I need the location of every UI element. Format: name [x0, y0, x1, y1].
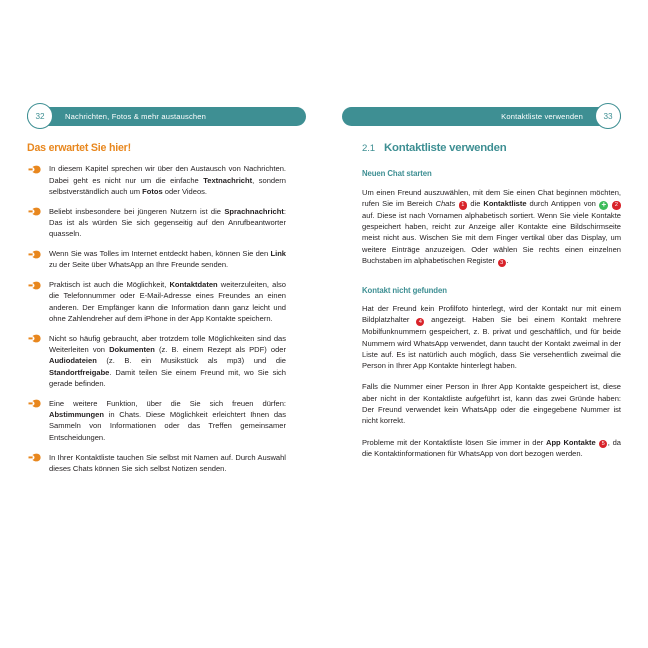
paragraph-group-1	[362, 187, 621, 267]
section-title: Kontaktliste verwenden	[384, 142, 507, 154]
bullet-item	[27, 452, 286, 475]
left-running-header-title: Nachrichten, Fotos & mehr austauschen	[65, 112, 207, 121]
right-text-column	[362, 143, 621, 460]
bold-run: Textnachricht	[203, 175, 253, 185]
bullet-text: In diesem Kapitel sprechen wir über den Austausch von Nachrichten. Dabei geht es nicht nur um die einfache Textnachricht, sondern selbstverständlich auch um Fotos oder Videos.	[49, 164, 286, 196]
right-page	[324, 0, 648, 648]
body-paragraph: Um einen Freund auszuwählen, mit dem Sie einen Chat beginnen möchten, rufen Sie im Bereich Chats 1 die Kontaktliste durch Antippen von + 2 auf. Diese ist nach Vornamen alphabetisch sortiert. Wenn Sie viele Kontakte gespeichert haben, reicht zur Anzeige aller Kontakte eine Bildschirmseite meist nicht aus. Wischen Sie mit dem Finger vertikal über das Display, um weitere Einträge anzuzeigen. Oder wählen Sie rechts einen einzelnen Buchstaben im alphabetischen Register 3 .	[362, 187, 621, 266]
bullet-text: In Ihrer Kontaktliste tauchen Sie selbst mit Namen auf. Durch Auswahl dieses Chats können Sie sich selbst Notizen senden.	[49, 452, 286, 473]
bullet-text: Beliebt insbesondere bei jüngeren Nutzern ist die Sprachnachricht: Das ist als würden Sie sich gegenseitig auf den Anrufbeantworter quasseln.	[49, 206, 286, 239]
section-number: 2.1	[362, 143, 376, 154]
bold-run: Sprachnachricht	[224, 206, 284, 216]
pointing-hand-icon	[28, 334, 41, 343]
bold-run: Standortfreigabe	[49, 367, 110, 377]
pointing-hand-icon	[28, 281, 41, 290]
bold-run: Dokumenten	[109, 345, 155, 355]
callout-badge-3: 3	[498, 259, 506, 267]
section-heading	[362, 143, 621, 154]
paragraph-group-2	[362, 303, 621, 460]
subheading-neuen-chat-starten: Neuen Chat starten	[362, 169, 432, 179]
right-page-number: 33	[595, 103, 621, 129]
right-running-header-bar	[342, 107, 621, 126]
right-running-header-title: Kontaktliste verwenden	[501, 112, 583, 121]
body-paragraph: Hat der Freund kein Profilfoto hinterlegt, wird der Kontakt nur mit einem Bildplatzhalter 4 angezeigt. Haben Sie bei einem Kontakt mehrere Mobilfunknummern gespeichert, z. B. privat und geschäftlich, und für beide Nummern wird WhatsApp verwendet, dann taucht der Kontakt zweimal in der Liste auf. Es ist natürlich auch möglich, dass Sie versehentlich zweimal die Person in Ihrer App Kontakte hinterlegt haben.	[362, 304, 621, 371]
pointing-hand-icon	[28, 250, 41, 259]
bullet-item	[27, 398, 286, 443]
left-text-column	[27, 143, 286, 483]
bullet-item	[27, 333, 286, 389]
subheading-kontakt-nicht-gefunden: Kontakt nicht gefunden	[362, 285, 447, 295]
bullet-text: Nicht so häufig gebraucht, aber trotzdem tolle Möglichkeiten sind das Weiterleiten von Dokumenten (z. B. einem Rezept als PDF) oder Audiodateien (z. B. ein Musikstück als mp3) und die Standortfreigabe. Damit teilen Sie einem Freund mit, wo Sie sich gerade befinden.	[49, 333, 286, 389]
bullet-item	[27, 206, 286, 240]
bullet-text: Wenn Sie was Tolles im Internet entdeckt haben, können Sie den Link zu der Seite über WhatsApp an Ihre Freunde senden.	[49, 249, 286, 270]
left-kicker-heading: Das erwartet Sie hier!	[27, 142, 131, 154]
callout-badge-1: 1	[459, 201, 467, 209]
bold-run: Kontaktliste	[483, 198, 527, 208]
left-bullet-list	[27, 163, 286, 474]
pointing-hand-icon	[28, 399, 41, 408]
callout-badge-2: 2	[612, 201, 620, 209]
plus-icon: +	[599, 201, 608, 210]
left-page-number: 32	[27, 103, 53, 129]
pointing-hand-icon	[28, 453, 41, 462]
body-paragraph: Falls die Nummer einer Person in Ihrer App Kontakte gespeichert ist, diese aber nicht in der Kontaktliste aufgeführt ist, kann das zwei Gründe haben: Der Freund verwendet kein WhatsApp oder die eingegebene Nummer ist nicht korrekt.	[362, 382, 621, 426]
italic-run: Chats	[435, 198, 456, 208]
bullet-item	[27, 279, 286, 324]
bullet-text: Eine weitere Funktion, über die Sie sich freuen dürfen: Abstimmungen in Chats. Diese Möglichkeit erleichtert Ihnen das Sammeln von Informationen oder das Treffen gemeinsamer Entscheidungen.	[49, 398, 286, 442]
bold-run: App Kontakte	[546, 437, 596, 447]
bold-run: Kontaktdaten	[169, 280, 218, 290]
bullet-item	[27, 248, 286, 271]
pointing-hand-icon	[28, 165, 41, 174]
left-running-header-bar	[27, 107, 306, 126]
callout-badge-4: 4	[416, 318, 424, 326]
body-paragraph: Probleme mit der Kontaktliste lösen Sie immer in der App Kontakte 5 , da die Kontaktinformationen für WhatsApp von dort bezogen werden.	[362, 437, 621, 459]
callout-badge-5: 5	[599, 440, 607, 448]
bullet-item	[27, 163, 286, 197]
bold-run: Audiodateien	[49, 356, 97, 366]
bold-run: Fotos	[142, 186, 163, 196]
bold-run: Link	[270, 249, 286, 259]
bold-run: Abstimmungen	[49, 410, 104, 420]
pointing-hand-icon	[28, 207, 41, 216]
bullet-text: Praktisch ist auch die Möglichkeit, Kontaktdaten weiterzuleiten, also die Telefonnummer oder E-Mail-Adresse eines Freundes an einen anderen. Der Empfänger kann die Information dann ganz leicht und ohne Zahlendreher auf dem iPhone in der App Kontakte speichern.	[49, 280, 286, 324]
